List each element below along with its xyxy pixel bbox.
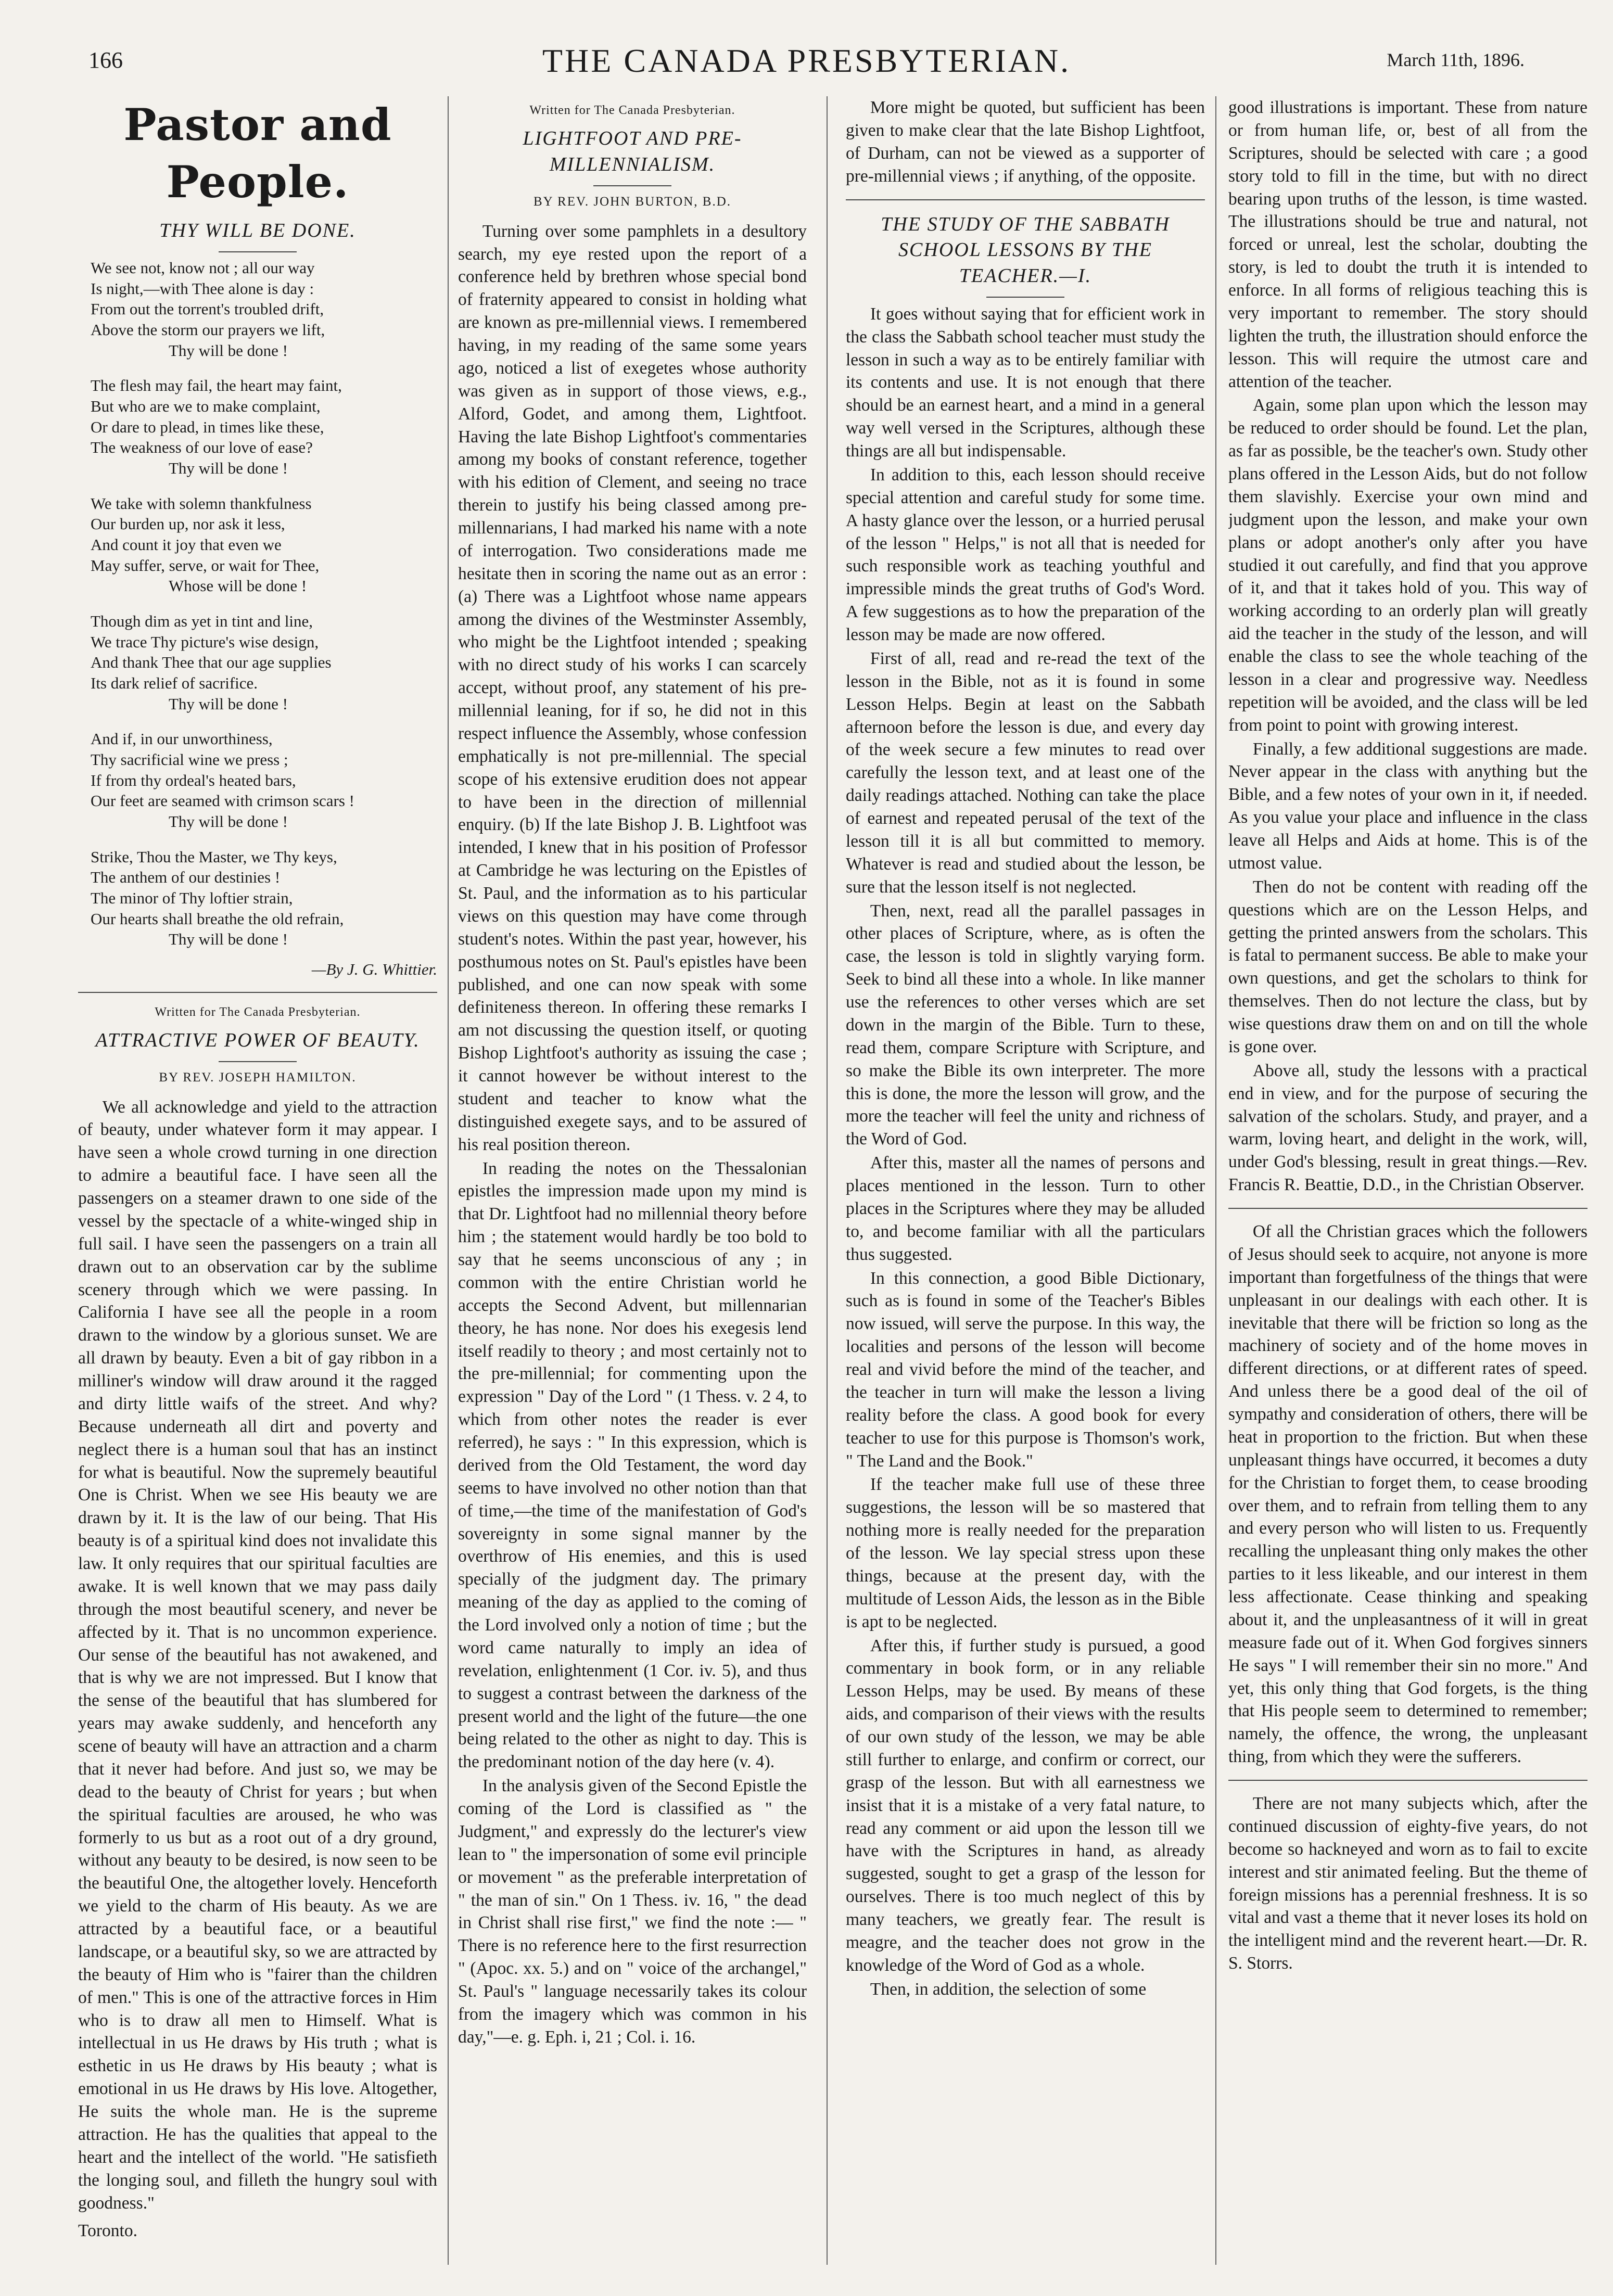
poem-line: May suffer, serve, or wait for Thee, (91, 556, 320, 575)
poem-stanza (91, 375, 437, 478)
paragraph: In the analysis given of the Second Epistle the coming of the Lord is classified as " the Judgment," and expressly do the lecturer's view lean to " the impersonation of some evil principle or movement " as the preferable interpretation of " the man of sin." On 1 Thess. iv. 16, " the dead in Christ shall rise first," we find the note :— " There is no reference here to the first resurrection " (Apoc. xx. 5.) and on " voice of the archangel," St. Paul's " language necessarily takes its colour from the imagery which was common in his day,"—e. g. Eph. i, 21 ; Col. i. 16. (458, 1776, 807, 2047)
paragraph: More might be quoted, but sufficient has been given to make clear that the late Bishop Lightfoot, of Durham, can not be viewed as a supporter of pre-millennial views ; if anything, of the opposite. (846, 98, 1205, 186)
column-3 (846, 96, 1205, 2275)
poem-refrain: Thy will be done ! (169, 694, 288, 713)
poem-line: Our feet are seamed with crimson scars ! (91, 792, 354, 810)
poem-line: Our burden up, nor ask it less, (91, 515, 285, 533)
poem-line: Strike, Thou the Master, we Thy keys, (91, 847, 337, 866)
byline: BY REV. JOHN BURTON, B.D. (533, 194, 732, 209)
paragraph: After this, master all the names of persons and places mentioned in the lesson. Turn to other places in the Scriptures where they may be alluded to, and become familiar with all the particulars thus suggested. (846, 1153, 1205, 1264)
divider (1228, 1780, 1587, 1781)
divider (219, 251, 297, 252)
divider (593, 185, 671, 186)
paragraph: First of all, read and re-read the text of the lesson in the Bible, not as it is found in some Lesson Helps. Begin at least on the Sabbath afternoon before the lesson is due, and every day of the week secure a few minutes to read over carefully the lesson text, and at least one of the daily readings attached. Nothing can take the place of earnest and repeated perusal of the text of the lesson till it is all but committed to memory. Whatever is read and studied about the lesson, be sure that the lesson itself is not neglected. (846, 648, 1205, 897)
divider (986, 297, 1064, 298)
paragraph: We all acknowledge and yield to the attraction of beauty, under whatever form it may appear. I have seen a whole crowd turning in one direction to admire a beautiful face. I have seen all the passengers on a steamer drawn to one side of the vessel by the spectacle of a white-winged ship in full sail. I have seen the passengers on a train all drawn out to an observation car by the sublime scenery through which we were passing. In California I have see all the people in a room drawn to the window by a glorious sunset. We are all drawn by beauty. Even a bit of gay ribbon in a milliner's window will draw around it the ragged and dirty little waifs of the street. And why? Because underneath all dirt and poverty and neglect there is a human soul that has an instinct for what is beautiful. Now the supremely beautiful One is Christ. When we see His beauty we are drawn by it. It is the law of our being. That His beauty is of a spiritual kind does not invalidate this law. It only requires that our spiritual faculties are awake. It is well known that we may pass daily through the most beautiful scenery, and never be affected by it. That is no uncommon experience. Our sense of the beautiful has not awakened, and that is why we are not impressed. But I know that the sense of the beautiful that has slumbered for years may awake suddenly, and henceforth any scene of beauty will have an attraction and a charm that it never had before. And just so, we may be dead to the beauty of Christ for years ; but when the spiritual faculties are aroused, he who was formerly to us but as a root out of a dry ground, without any beauty to be desired, is now seen to be the beautiful One, the altogether lovely. Henceforth we yield to the charm of His beauty. As we are attracted by a beautiful face, or a beautiful landscape, or a beautiful sky, so we are attracted by the beauty of Him who is "fairer than the children of men." This is one of the attractive forces in Him who is to draw all men to Himself. What is intellectual in us He draws by His truth ; what is esthetic in us He draws by His beauty ; what is emotional in us He draws by His love. Altogether, He suits the whole man. He is the supreme attraction. He has the qualities that appeal to the heart and the intellect of the world. "He satisfieth the longing soul, and filleth the hungry soul with goodness." (78, 1097, 437, 2213)
column-rule (448, 96, 449, 2265)
poem-line: From out the torrent's troubled drift, (91, 300, 324, 318)
paragraph: Again, some plan upon which the lesson may be reduced to order should be found. Let the plan, as far as possible, be the teacher's own. Study other plans offered in the Lesson Aids, but do not follow them slavishly. Exercise your own mind and judgment upon the lesson, and make your own plans or adopt another's only after you have studied it out carefully, and find that you approve of it, and that it takes hold of you. This way of working according to an orderly plan will greatly aid the teacher in the study of the lesson, and will enable the class to see the whole teaching of the lesson in a clear and progressive way. Needless repetition will be avoided, and the class will be led from point to point with growing interest. (1228, 396, 1587, 735)
paragraph: In this connection, a good Bible Dictionary, such as is found in some of the Teacher's Bibles now issued, will serve the purpose. In this way, the localities and persons of the lesson will become real and vivid before the mind of the teacher, and the teacher in turn will make the lesson a living reality before the class. A good book for every teacher to use for this purpose is Thomson's work, " The Land and the Book." (846, 1268, 1205, 1471)
paragraph: In addition to this, each lesson should receive special attention and careful study for some time. A hasty glance over the lesson, or a hurried perusal of the lesson " Helps," is not all that is needed for such responsible work as teaching youthful and impressible minds the great truths of God's Word. A few suggestions as to how the preparation of the lesson may be made are now offered. (846, 465, 1205, 645)
poem-line: We trace Thy picture's wise design, (91, 632, 319, 651)
poem-stanza (91, 611, 437, 714)
divider (846, 199, 1205, 200)
column-1 (78, 96, 437, 2275)
poem-line: We see not, know not ; all our way (91, 258, 315, 277)
paragraph: Then, next, read all the parallel passages in other places of Scripture, where, as is often the case, the lesson is told in slightly varying form. Seek to bind all these into a whole. In like manner use the references to other verses which are set down in the margin of the Bible. Turn to these, read them, compare Scripture with Scripture, and so make the Bible its own interpreter. The more this is done, the more the lesson will grow, and the more the teacher will feel the unity and richness of the Word of God. (846, 901, 1205, 1149)
poem-stanza (91, 258, 437, 361)
masthead (68, 42, 1545, 88)
poem-stanza (91, 847, 437, 950)
column-rule (1215, 96, 1216, 2265)
newspaper-title: THE CANADA PRESBYTERIAN. (542, 42, 1071, 79)
poem-line: The flesh may fail, the heart may faint, (91, 376, 342, 395)
paragraph: Above all, study the lessons with a practical end in view, and for the purpose of securing the salvation of the scholars. Study, and prayer, and a warm, loving heart, and delight in the work, will, under God's blessing, result in great things.—Rev. Francis R. Beattie, D.D., in the Christian Observer. (1228, 1061, 1587, 1195)
poem-stanza (91, 493, 437, 596)
paragraph: In reading the notes on the Thessalonian epistles the impression made upon my mind is that Dr. Lightfoot had no millennial theory before him ; the statement would hardly be too bold to say that he seems unconscious of any ; in common with the entire Christian world he accepts the Second Advent, but millennarian theory, he has none. Nor does his exegesis lend itself readily to theory ; and most certainly not to the pre-millennial; for commenting upon the expression " Day of the Lord " (1 Thess. v. 2 4, to which from other notes the reader is ever referred), he says : " In this expression, which is derived from the Old Testament, the word day seems to have involved no other notion than that of time,—the time of the manifestation of God's sovereignty in some signal manner by the overthrow of His enemies, and this is used specially of the judgment day. The primary meaning of the day as applied to the coming of the Lord involved only a notion of time ; but the word came naturally to imply an idea of revelation, enlightenment (1 Cor. iv. 5), and thus to suggest a contrast between the darkness of the present world and the light of the future—the one being related to the other as night to day. This is the predominant notion of the day here (v. 4). (458, 1158, 807, 1772)
poem-line: The minor of Thy loftier strain, (91, 888, 293, 907)
paragraph: After this, if further study is pursued, a good commentary in book form, or in any reliable Lesson Helps, may be used. By means of these aids, and comparison of their views with the results of our own study of the lesson, we may be able still further to enlarge, and confirm or correct, our grasp of the lesson. But with all earnestness we insist that it is a mistake of a very fatal nature, to read any comment or aid upon the lesson till we have with the Scriptures in hand, as already suggested, sought to get a grasp of the lesson for ourselves. There is too much neglect of this by many teachers, we greatly fear. The result is meagre, and the teacher does not grow in the knowledge of the Word of God as a whole. (846, 1636, 1205, 1975)
poem-line: And thank Thee that our age supplies (91, 653, 332, 672)
article-title: ATTRACTIVE POWER OF BEAUTY. (95, 1029, 420, 1052)
signoff: Toronto. (78, 2221, 137, 2241)
paragraph: Then, in addition, the selection of some (870, 1979, 1147, 1999)
poem-line: The weakness of our love of ease? (91, 438, 313, 457)
poem-title: THY WILL BE DONE. (159, 220, 356, 242)
poem-line: Or dare to plead, in times like these, (91, 417, 324, 436)
written-for-caption: Written for The Canada Presbyterian. (155, 1005, 361, 1019)
column-rule (827, 96, 828, 2265)
divider (78, 992, 437, 993)
poem-line: Above the storm our prayers we lift, (91, 320, 325, 339)
divider (1228, 1208, 1587, 1209)
poem-line: Is night,—with Thee alone is day : (91, 279, 314, 298)
article-title: LIGHTFOOT AND PRE-MILLENNIALISM. (523, 127, 742, 176)
column-4 (1228, 96, 1587, 2275)
issue-date: March 11th, 1896. (1387, 49, 1525, 70)
paragraph: Turning over some pamphlets in a desultory search, my eye rested upon the report of a conference held by brethren whose special bond of fraternity appeared to consist in holding what are known as pre-millennial views. I remembered having, in my reading of the same some years ago, noticed a list of exegetes whose authority was given as in support of those views, e.g., Alford, Godet, and among them, Lightfoot. Having the late Bishop Lightfoot's commentaries among my books of constant reference, together with his edition of Clement, and seeing no trace therein to justify his being classed among pre-millennarians, I had marked his name with a note of interrogation. Two considerations made me hesitate then in scoring the name out as an error : (a) There was a Lightfoot whose name appears among the divines of the Westminster Assembly, who might be the Lightfoot intended ; speaking with no direct study of his works I can scarcely accept, without proof, any statement of his pre-millennial leaning, for if so, he did not in this respect influence the Assembly, whose confession emphatically is not pre-millennial. The special scope of his extensive erudition does not appear to have been in the direction of millennial enquiry. (b) If the late Bishop J. B. Lightfoot was intended, I knew that in his position of Professor at Cambridge he was lecturing on the Epistles of St. Paul, and the information as to his particular views on this question may have come through student's notes. Within the past year, however, his posthumous notes on St. Paul's epistles have been published, and one can now speak with some definiteness thereon. In offering these remarks I am not discussing the question itself, or quoting Bishop Lightfoot's authority as issuing the case ; it cannot however be without interest to the student and teacher to know what the distinguished exegete says, and to be assured of his real position thereon. (458, 221, 807, 1154)
page-number: 166 (88, 47, 123, 73)
poem-line: Thy sacrificial wine we press ; (91, 750, 288, 769)
poem-line: Its dark relief of sacrifice. (91, 673, 258, 692)
poem-credit: —By J. G. Whittier. (311, 960, 437, 978)
poem-refrain: Thy will be done ! (169, 458, 288, 477)
poem-line: If from thy ordeal's heated bars, (91, 771, 296, 789)
poem-line: But who are we to make complaint, (91, 397, 321, 415)
poem-line: Our hearts shall breathe the old refrain, (91, 909, 344, 928)
byline: BY REV. JOSEPH HAMILTON. (159, 1070, 357, 1085)
paragraph: It goes without saying that for efficient work in the class the Sabbath school teacher must study the lesson in such a way as to be entirely familiar with its contents and use. It is not enough that there should be an earnest heart, and a mind in a general way well versed in the Scriptures, although these things are all but indispensable. (846, 304, 1205, 461)
paragraph: Then do not be content with reading off the questions which are on the Lesson Helps, and getting the printed answers from the scholars. This is fatal to permanent success. Be able to make your own questions, and get the scholars to think for themselves. Then do not lecture the class, but by wise questions draw them on and on till the whole is gone over. (1228, 877, 1587, 1056)
poem (91, 258, 437, 950)
poem-refrain: Thy will be done ! (169, 812, 288, 831)
column-2 (458, 96, 807, 2275)
paragraph: If the teacher make full use of these three suggestions, the lesson will be so mastered that nothing more is really needed for the preparation of the lesson. We lay special stress upon these things, because at the present day, with the multitude of Lesson Aids, the lesson as in the Bible is apt to be neglected. (846, 1475, 1205, 1631)
paragraph: Finally, a few additional suggestions are made. Never appear in the class with anything but the Bible, and a few notes of your own in it, if needed. As you value your place and influence in the class leave all Helps and Aids at home. This is of the utmost value. (1228, 739, 1587, 873)
paragraph: There are not many subjects which, after the continued discussion of eighty-five years, do not become so hackneyed and worn as to fail to excite interest and stir animated feeling. But the theme of foreign missions has a perennial freshness. It is so vital and vast a theme that it never loses its hold on the intelligent mind and the reverent heart.—Dr. R. S. Storrs. (1228, 1794, 1587, 1973)
poem-line: And if, in our unworthiness, (91, 730, 273, 748)
poem-refrain: Thy will be done ! (169, 341, 288, 360)
divider (219, 1061, 297, 1062)
poem-line: The anthem of our destinies ! (91, 868, 281, 887)
paragraph: Of all the Christian graces which the followers of Jesus should seek to acquire, not anyone is more important than forgetfulness of the things that were unpleasant in our dealings with each other. It is inevitable that there will be friction so long as the machinery of society and of the home moves in different directions, or at different rates of speed. And unless there be a good deal of the oil of sympathy and consideration of others, there will be heat in proportion to the friction. But when these unpleasant things have occurred, it becomes a duty for the Christian to forget them, to cease brooding over them, and to refrain from telling them to any and every person who will listen to us. Frequently recalling the unpleasant thing only makes the other parties to it less likeable, and our interest in them less affectionate. Cease thinking and speaking about it, and the unpleasantness of it will in great measure fade out of it. When God forgives sinners He says " I will remember their sin no more." And yet, this only thing that God forgets, is the thing that His people seem to determined to remember; namely, the offence, the wrong, the unpleasant thing, from which they were the sufferers. (1228, 1222, 1587, 1767)
poem-refrain: Thy will be done ! (169, 930, 288, 949)
poem-refrain: Whose will be done ! (169, 577, 307, 595)
poem-stanza (91, 729, 437, 832)
poem-line: Though dim as yet in tint and line, (91, 611, 313, 630)
section-heading: Pastor and People. (123, 99, 392, 208)
poem-line: And count it joy that even we (91, 535, 282, 554)
paragraph: good illustrations is important. These from nature or from human life, or, best of all from the Scriptures, should be selected with care ; a good story told to fill in the time, but with no direct bearing upon truths of the lesson, is time wasted. The illustrations should be true and natural, not forced or unreal, lest the scholar, doubting the story, is led to doubt the truth it is intended to enforce. In all forms of religious teaching this is very important to remember. The story should lighten the truth, the illustration should enforce the lesson. This will require the utmost care and attention of the teacher. (1228, 98, 1587, 391)
article-title: THE STUDY OF THE SABBATH SCHOOL LESSONS BY THE TEACHER.—I. (881, 213, 1170, 287)
poem-line: We take with solemn thankfulness (91, 494, 312, 513)
written-for-caption: Written for The Canada Presbyterian. (529, 104, 735, 117)
